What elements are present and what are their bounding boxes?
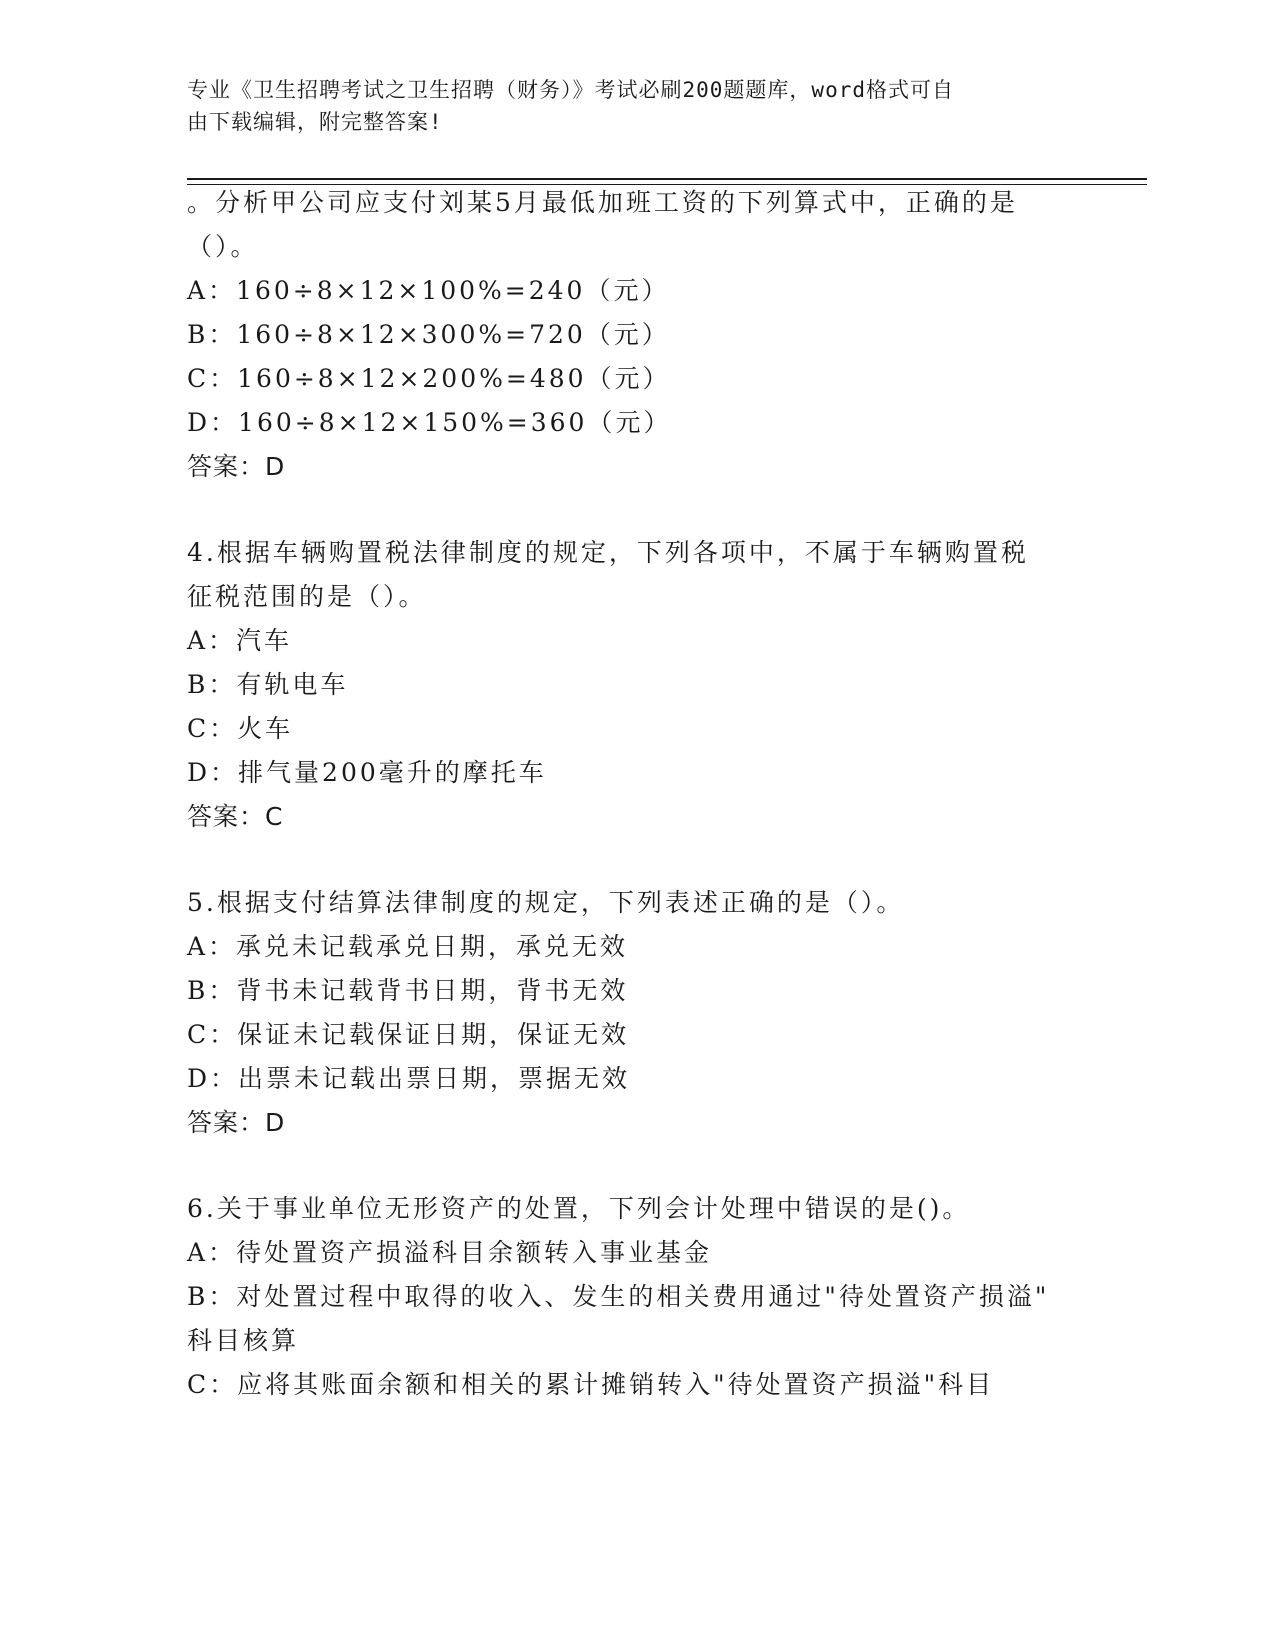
q5-answer: 答案：D bbox=[187, 1108, 286, 1137]
q4-option-b: B：有轨电车 bbox=[187, 670, 349, 699]
q3-option-a: A：160÷8×12×100%=240（元） bbox=[187, 276, 670, 305]
q4-option-a: A：汽车 bbox=[187, 626, 293, 655]
q3-stem-line-1: 。分析甲公司应支付刘某5月最低加班工资的下列算式中，正确的是 bbox=[187, 188, 1018, 217]
header-rule-thick bbox=[187, 178, 1147, 180]
q6-stem-line-1: 6.关于事业单位无形资产的处置，下列会计处理中错误的是()。 bbox=[187, 1194, 971, 1223]
q3-answer: 答案：D bbox=[187, 452, 286, 481]
q6-option-c: C：应将其账面余额和相关的累计摊销转入"待处置资产损溢"科目 bbox=[187, 1370, 995, 1399]
q6-option-b-line-1: B：对处置过程中取得的收入、发生的相关费用通过"待处置资产损溢" bbox=[187, 1282, 1050, 1311]
q4-answer: 答案：C bbox=[187, 802, 284, 831]
header-line-2: 由下载编辑，附完整答案! bbox=[187, 110, 443, 134]
q3-option-d: D：160÷8×12×150%=360（元） bbox=[187, 408, 672, 437]
header-rule-thin bbox=[187, 184, 1147, 185]
q3-stem-line-2: （）。 bbox=[187, 232, 259, 261]
q4-stem-line-1: 4.根据车辆购置税法律制度的规定，下列各项中，不属于车辆购置税 bbox=[187, 538, 1029, 567]
q6-option-a: A：待处置资产损溢科目余额转入事业基金 bbox=[187, 1238, 713, 1267]
q4-stem-line-2: 征税范围的是（）。 bbox=[187, 582, 427, 611]
q5-stem-line-1: 5.根据支付结算法律制度的规定，下列表述正确的是（）。 bbox=[187, 888, 905, 917]
q5-option-d: D：出票未记载出票日期，票据无效 bbox=[187, 1064, 631, 1093]
q5-option-a: A：承兑未记载承兑日期，承兑无效 bbox=[187, 932, 629, 961]
q4-option-c: C：火车 bbox=[187, 714, 294, 743]
q5-option-c: C：保证未记载保证日期，保证无效 bbox=[187, 1020, 630, 1049]
q3-option-c: C：160÷8×12×200%=480（元） bbox=[187, 364, 671, 393]
q4-option-d: D：排气量200毫升的摩托车 bbox=[187, 758, 547, 787]
q5-option-b: B：背书未记载背书日期，背书无效 bbox=[187, 976, 629, 1005]
q6-option-b-line-2: 科目核算 bbox=[187, 1326, 300, 1355]
q3-option-b: B：160÷8×12×300%=720（元） bbox=[187, 320, 670, 349]
header-line-1: 专业《卫生招聘考试之卫生招聘（财务）》考试必刷200题题库，word格式可自 bbox=[187, 78, 954, 102]
document-header bbox=[187, 74, 1067, 138]
